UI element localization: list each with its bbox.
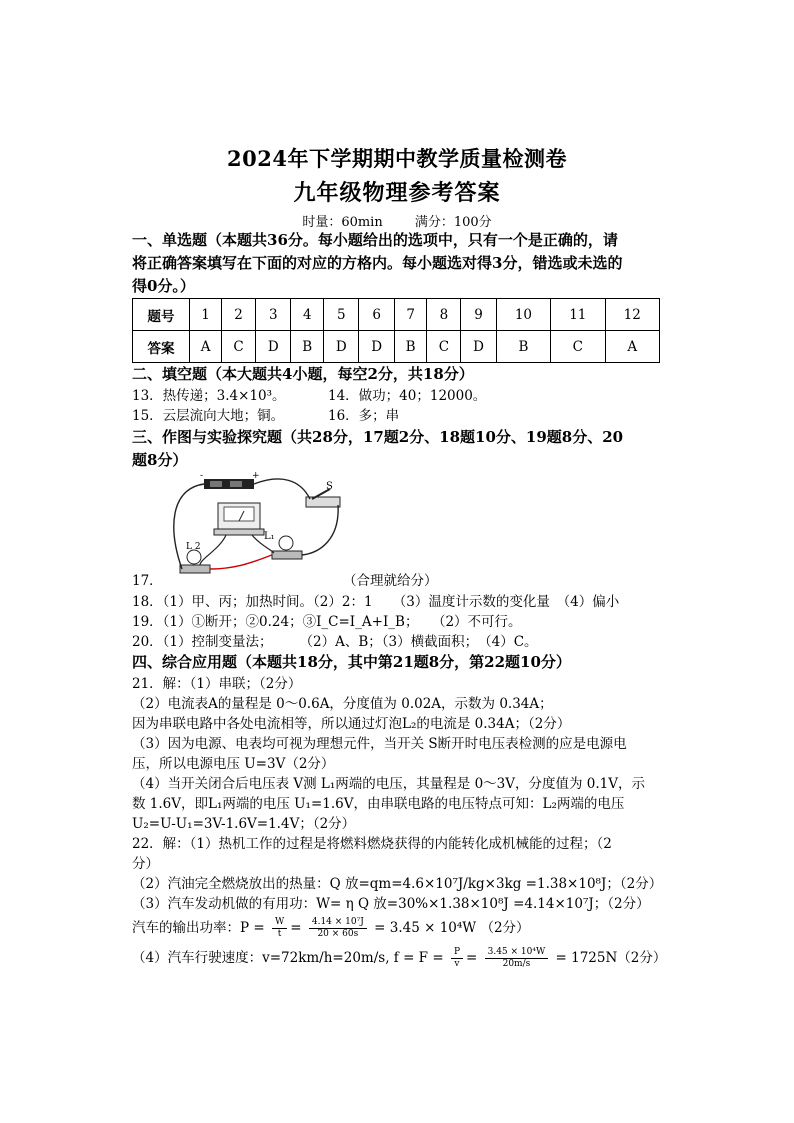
fraction-denominator: 20m/s [502, 959, 531, 969]
bulb-l2-icon [187, 550, 201, 564]
table-cell: C [427, 331, 461, 363]
answer-table [132, 298, 660, 363]
bulb-l2-label: L 2 [186, 542, 201, 552]
table-cell: D [256, 331, 291, 363]
power-result: = 3.45 × 10⁴W （2分） [374, 920, 530, 936]
answer-q22-line1: 22．解：（1）热机工作的过程是将燃料燃烧获得的内能转化成机械能的过程；（2 [132, 836, 612, 852]
answer-q21-line3: 因为串联电路中各处电流相等，所以通过灯泡L₂的电流是 0.34A；（2分） [132, 716, 571, 732]
fraction-numerator: 3.45 × 10⁴W [485, 947, 549, 959]
table-row-answers [133, 331, 660, 363]
answer-q22-line6: （4）汽车行驶速度：v=72km/h=20m/s, f = F = $\frac{P}{v}$ = $\frac{\text{3.45 × 10⁴W}}{20m/s}$ = 1725N（2分） [132, 947, 667, 969]
table-cell: 12 [605, 299, 659, 331]
answer-q20: 20．（1）控制变量法； （2）A、B；（3）横截面积； （4）C。 [132, 634, 538, 650]
answer-q19: 19．（1）①断开；②0.24；③I_C=I_A+I_B； （2）不可行。 [132, 614, 522, 630]
table-cell: 2 [222, 299, 256, 331]
force-formula-label: （4）汽车行驶速度：v=72km/h=20m/s, f = F = [132, 950, 448, 966]
fraction-numerator: W [272, 917, 287, 929]
table-cell: 10 [496, 299, 550, 331]
battery-plus-label: + [252, 471, 260, 481]
table-cell: B [291, 331, 324, 363]
fraction-w-over-t [272, 917, 287, 940]
table-cell: B [394, 331, 427, 363]
table-cell: A [190, 331, 222, 363]
section1-line3: 得0分。） [132, 277, 195, 295]
fraction-p-over-v [451, 947, 463, 970]
bulb-l1-icon [279, 536, 293, 550]
answer-q22-line3: （2）汽油完全燃烧放出的热量：Q 放=qm=4.6×10⁷J/kg×3kg =1.38×10⁸J；（2分） [132, 876, 663, 892]
fraction-numerator: 4.14 × 10⁷J [309, 917, 367, 929]
section4-heading: 四、综合应用题（本题共18分，其中第21题8分，第22题10分） [132, 653, 571, 671]
section1-line1: 一、单选题（本题共36分。每小题给出的选项中，只有一个是正确的，请 [132, 231, 618, 249]
power-formula-label: 汽车的输出功率：P = [132, 920, 269, 936]
table-cell: A [605, 331, 659, 363]
answer-q22-line5: 汽车的输出功率：P = $\frac{W}{t}$ = $\frac{\text{4.14 × 10⁷J}}{20 \times 60s}$ = 3.45 × 10⁴W （2分） [132, 917, 530, 939]
answer-q17-number: 17． [132, 573, 163, 589]
answer-q21-line7: 数 1.6V，即L₁两端的电压 U₁=1.6V，由串联电路的电压特点可知：L₂两端的电压 [132, 796, 625, 812]
answer-q17-note: （合理就给分） [343, 573, 438, 589]
table-cell: 4 [291, 299, 324, 331]
circuit-diagram [160, 469, 360, 581]
fraction-power-values [309, 917, 367, 940]
answer-q21-line6: （4）当开关闭合后电压表 V测 L₁两端的电压，其量程是 0～3V，分度值为 0.1V，示 [132, 776, 646, 792]
table-cell: 5 [324, 299, 359, 331]
table-row-label: 答案 [133, 331, 190, 363]
exam-full-score: 满分：100分 [414, 215, 492, 230]
fraction-denominator: 20 × 60s [317, 929, 359, 939]
table-cell: D [324, 331, 359, 363]
document-title: 2024年下学期期中教学质量检测卷 [227, 146, 567, 171]
fraction-denominator: t [277, 929, 282, 939]
table-cell: 9 [461, 299, 496, 331]
answer-q14: 14．做功；40；12000。 [328, 388, 487, 404]
battery-minus-label: - [200, 471, 204, 481]
section3-line1: 三、作图与实验探究题（共28分，17题2分、18题10分、19题8分、20 [132, 428, 624, 446]
answer-q21-line1: 21．解：（1）串联；（2分） [132, 676, 302, 692]
answer-q22-line2: 分） [132, 856, 159, 872]
table-cell: 7 [394, 299, 427, 331]
exam-meta [0, 211, 794, 230]
table-row-numbers [133, 299, 660, 331]
exam-time: 时量：60min [302, 215, 383, 230]
fraction-denominator: v [454, 959, 460, 969]
table-cell: 11 [551, 299, 605, 331]
section1-heading [132, 229, 662, 298]
answer-q18: 18．（1）甲、丙；加热时间。（2）2：1 （3）温度计示数的变化量 （4）偏小 [132, 594, 620, 610]
section2-heading: 二、填空题（本大题共4小题，每空2分，共18分） [132, 365, 474, 383]
table-cell: 1 [190, 299, 222, 331]
answer-q16: 16．多；串 [328, 408, 400, 424]
table-cell: B [496, 331, 550, 363]
fraction-force-values [485, 947, 549, 970]
table-cell: D [461, 331, 496, 363]
table-cell: D [359, 331, 394, 363]
switch-label: S [326, 481, 333, 492]
answer-q13: 13．热传递；3.4×10³。 [132, 388, 286, 404]
answer-q21-line5: 压，所以电源电压 U=3V（2分） [132, 756, 335, 772]
section3-heading [132, 426, 662, 472]
table-cell: C [551, 331, 605, 363]
answer-q21-line2: （2）电流表A的量程是 0～0.6A，分度值为 0.02A，示数为 0.34A； [132, 696, 553, 712]
table-cell: 3 [256, 299, 291, 331]
document-subtitle: 九年级物理参考答案 [293, 180, 501, 206]
answer-q22-line4: （3）汽车发动机做的有用功：W= η Q 放=30%×1.38×10⁸J =4.14×10⁷J；（2分） [132, 896, 650, 912]
bulb-l1-label: L₁ [264, 531, 275, 542]
switch-icon [306, 497, 340, 507]
fraction-numerator: P [451, 947, 463, 959]
table-cell: C [222, 331, 256, 363]
force-result: = 1725N（2分） [555, 950, 667, 966]
section1-line2: 将正确答案填写在下面的对应的方格内。每小题选对得3分，错选或未选的 [132, 254, 623, 272]
table-row-label: 题号 [133, 299, 190, 331]
answer-q21-line4: （3）因为电源、电表均可视为理想元件，当开关 S断开时电压表检测的应是电源电 [132, 736, 627, 752]
answer-q21-line8: U₂=U-U₁=3V-1.6V=1.4V；（2分） [132, 816, 356, 832]
section3-line2: 题8分） [132, 451, 188, 469]
answer-q15: 15．云层流向大地；铜。 [132, 408, 285, 424]
table-cell: 8 [427, 299, 461, 331]
table-cell: 6 [359, 299, 394, 331]
